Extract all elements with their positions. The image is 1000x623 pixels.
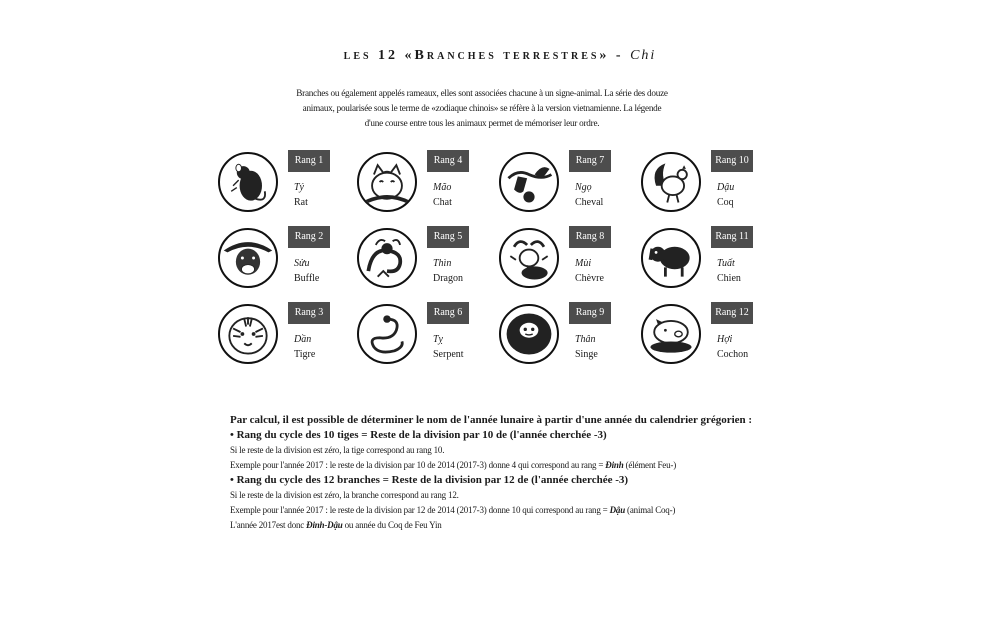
sign-rang-2 — [218, 228, 368, 298]
vietnamese-name: Tý — [294, 182, 304, 193]
calculation-section — [230, 413, 790, 533]
animal-name: Chien — [717, 273, 741, 284]
example-text: Exemple pour l'année 2017 : le reste de la division par 12 de 2014 (2017-3) donne 10 qui correspond au rang = — [230, 505, 610, 515]
intro-line: Branches ou également appelés rameaux, elles sont associées chacune à un signe-animal. La série des douze — [296, 88, 668, 98]
branch-name: Dậu — [609, 505, 625, 515]
rang-label: Rang 1 — [288, 150, 330, 172]
buffalo-icon — [218, 228, 278, 288]
vietnamese-name: Mùi — [575, 258, 592, 269]
animal-name: Chat — [433, 197, 452, 208]
rat-icon — [218, 152, 278, 212]
example-text: (animal Coq-) — [625, 505, 676, 515]
rang-label: Rang 12 — [711, 302, 753, 324]
calc-rule-stems: • Rang du cycle des 10 tiges = Reste de la division par 10 de (l'année cherchée -3) — [230, 429, 607, 441]
vietnamese-name: Dậu — [717, 182, 735, 193]
rang-label: Rang 5 — [427, 226, 469, 248]
intro-line: d'une course entre tous les animaux permet de mémoriser leur ordre. — [364, 118, 600, 128]
title-chi: Chi — [630, 48, 657, 63]
sign-rang-3 — [218, 304, 368, 374]
sign-rang-8 — [499, 228, 649, 298]
animal-name: Singe — [575, 349, 598, 360]
rang-label: Rang 4 — [427, 150, 469, 172]
horse-icon — [499, 152, 559, 212]
vietnamese-name: Hợi — [717, 334, 733, 345]
animal-name: Cochon — [717, 349, 749, 360]
rooster-icon — [641, 152, 701, 212]
rang-label: Rang 6 — [427, 302, 469, 324]
animal-name: Tigre — [294, 349, 316, 360]
example-text: (élément Feu-) — [623, 460, 676, 470]
vietnamese-name: Tuất — [717, 258, 735, 269]
stem-name: Đinh — [605, 460, 624, 470]
conclusion-text: L'année 2017est donc — [230, 520, 307, 530]
tiger-icon — [218, 304, 278, 364]
sign-rang-6 — [357, 304, 507, 374]
vietnamese-name: Sửu — [294, 258, 310, 269]
sign-rang-10 — [641, 152, 791, 222]
rang-label: Rang 9 — [569, 302, 611, 324]
sign-rang-4 — [357, 152, 507, 222]
animal-name: Serpent — [433, 349, 464, 360]
sign-rang-12 — [641, 304, 791, 374]
rang-label: Rang 8 — [569, 226, 611, 248]
animal-name: Chèvre — [575, 273, 604, 284]
sign-rang-1 — [218, 152, 368, 222]
vietnamese-name: Thân — [575, 334, 596, 345]
animal-name: Dragon — [433, 273, 463, 284]
calc-rule-branches: • Rang du cycle des 12 branches = Reste de la division par 12 de (l'année cherchée -3) — [230, 474, 629, 486]
conclusion-text: ou année du Coq de Feu Yin — [342, 520, 442, 530]
calc-example-branches — [230, 503, 790, 518]
snake-icon — [357, 304, 417, 364]
vietnamese-name: Mão — [433, 182, 452, 193]
year-name: Đinh-Dậu — [306, 520, 343, 530]
animal-name: Buffle — [294, 273, 320, 284]
page-title — [0, 48, 1000, 64]
monkey-icon — [499, 304, 559, 364]
sign-rang-11 — [641, 228, 791, 298]
calc-note-stems: Si le reste de la division est zéro, la tige correspond au rang 10. — [230, 445, 445, 455]
pig-icon — [641, 304, 701, 364]
example-text: Exemple pour l'année 2017 : le reste de la division par 10 de 2014 (2017-3) donne 4 qui correspond au rang = — [230, 460, 606, 470]
sign-rang-5 — [357, 228, 507, 298]
dragon-icon — [357, 228, 417, 288]
sign-rang-9 — [499, 304, 649, 374]
rang-label: Rang 7 — [569, 150, 611, 172]
title-main: les 12 «Branches terrestres» - — [343, 48, 624, 63]
vietnamese-name: Dần — [294, 334, 312, 345]
animal-name: Coq — [717, 197, 734, 208]
intro-paragraph — [272, 86, 692, 131]
vietnamese-name: Ngọ — [575, 182, 592, 193]
goat-icon — [499, 228, 559, 288]
calc-note-branches: Si le reste de la division est zéro, la branche correspond au rang 12. — [230, 490, 459, 500]
rang-label: Rang 10 — [711, 150, 753, 172]
rang-label: Rang 2 — [288, 226, 330, 248]
calc-example-stems — [230, 458, 790, 473]
intro-line: animaux, poularisée sous le terme de «zodiaque chinois» se réfère à la version vietnamienne. La légende — [302, 103, 662, 113]
calc-conclusion — [230, 518, 790, 533]
animal-name: Rat — [294, 197, 308, 208]
vietnamese-name: Tỵ — [433, 334, 443, 345]
cat-icon — [357, 152, 417, 212]
rang-label: Rang 3 — [288, 302, 330, 324]
calc-intro: Par calcul, il est possible de déterminer le nom de l'année lunaire à partir d'une année du calendrier grégorien : — [230, 414, 753, 426]
dog-icon — [641, 228, 701, 288]
vietnamese-name: Thìn — [433, 258, 452, 269]
rang-label: Rang 11 — [711, 226, 753, 248]
animal-name: Cheval — [575, 197, 604, 208]
sign-rang-7 — [499, 152, 649, 222]
